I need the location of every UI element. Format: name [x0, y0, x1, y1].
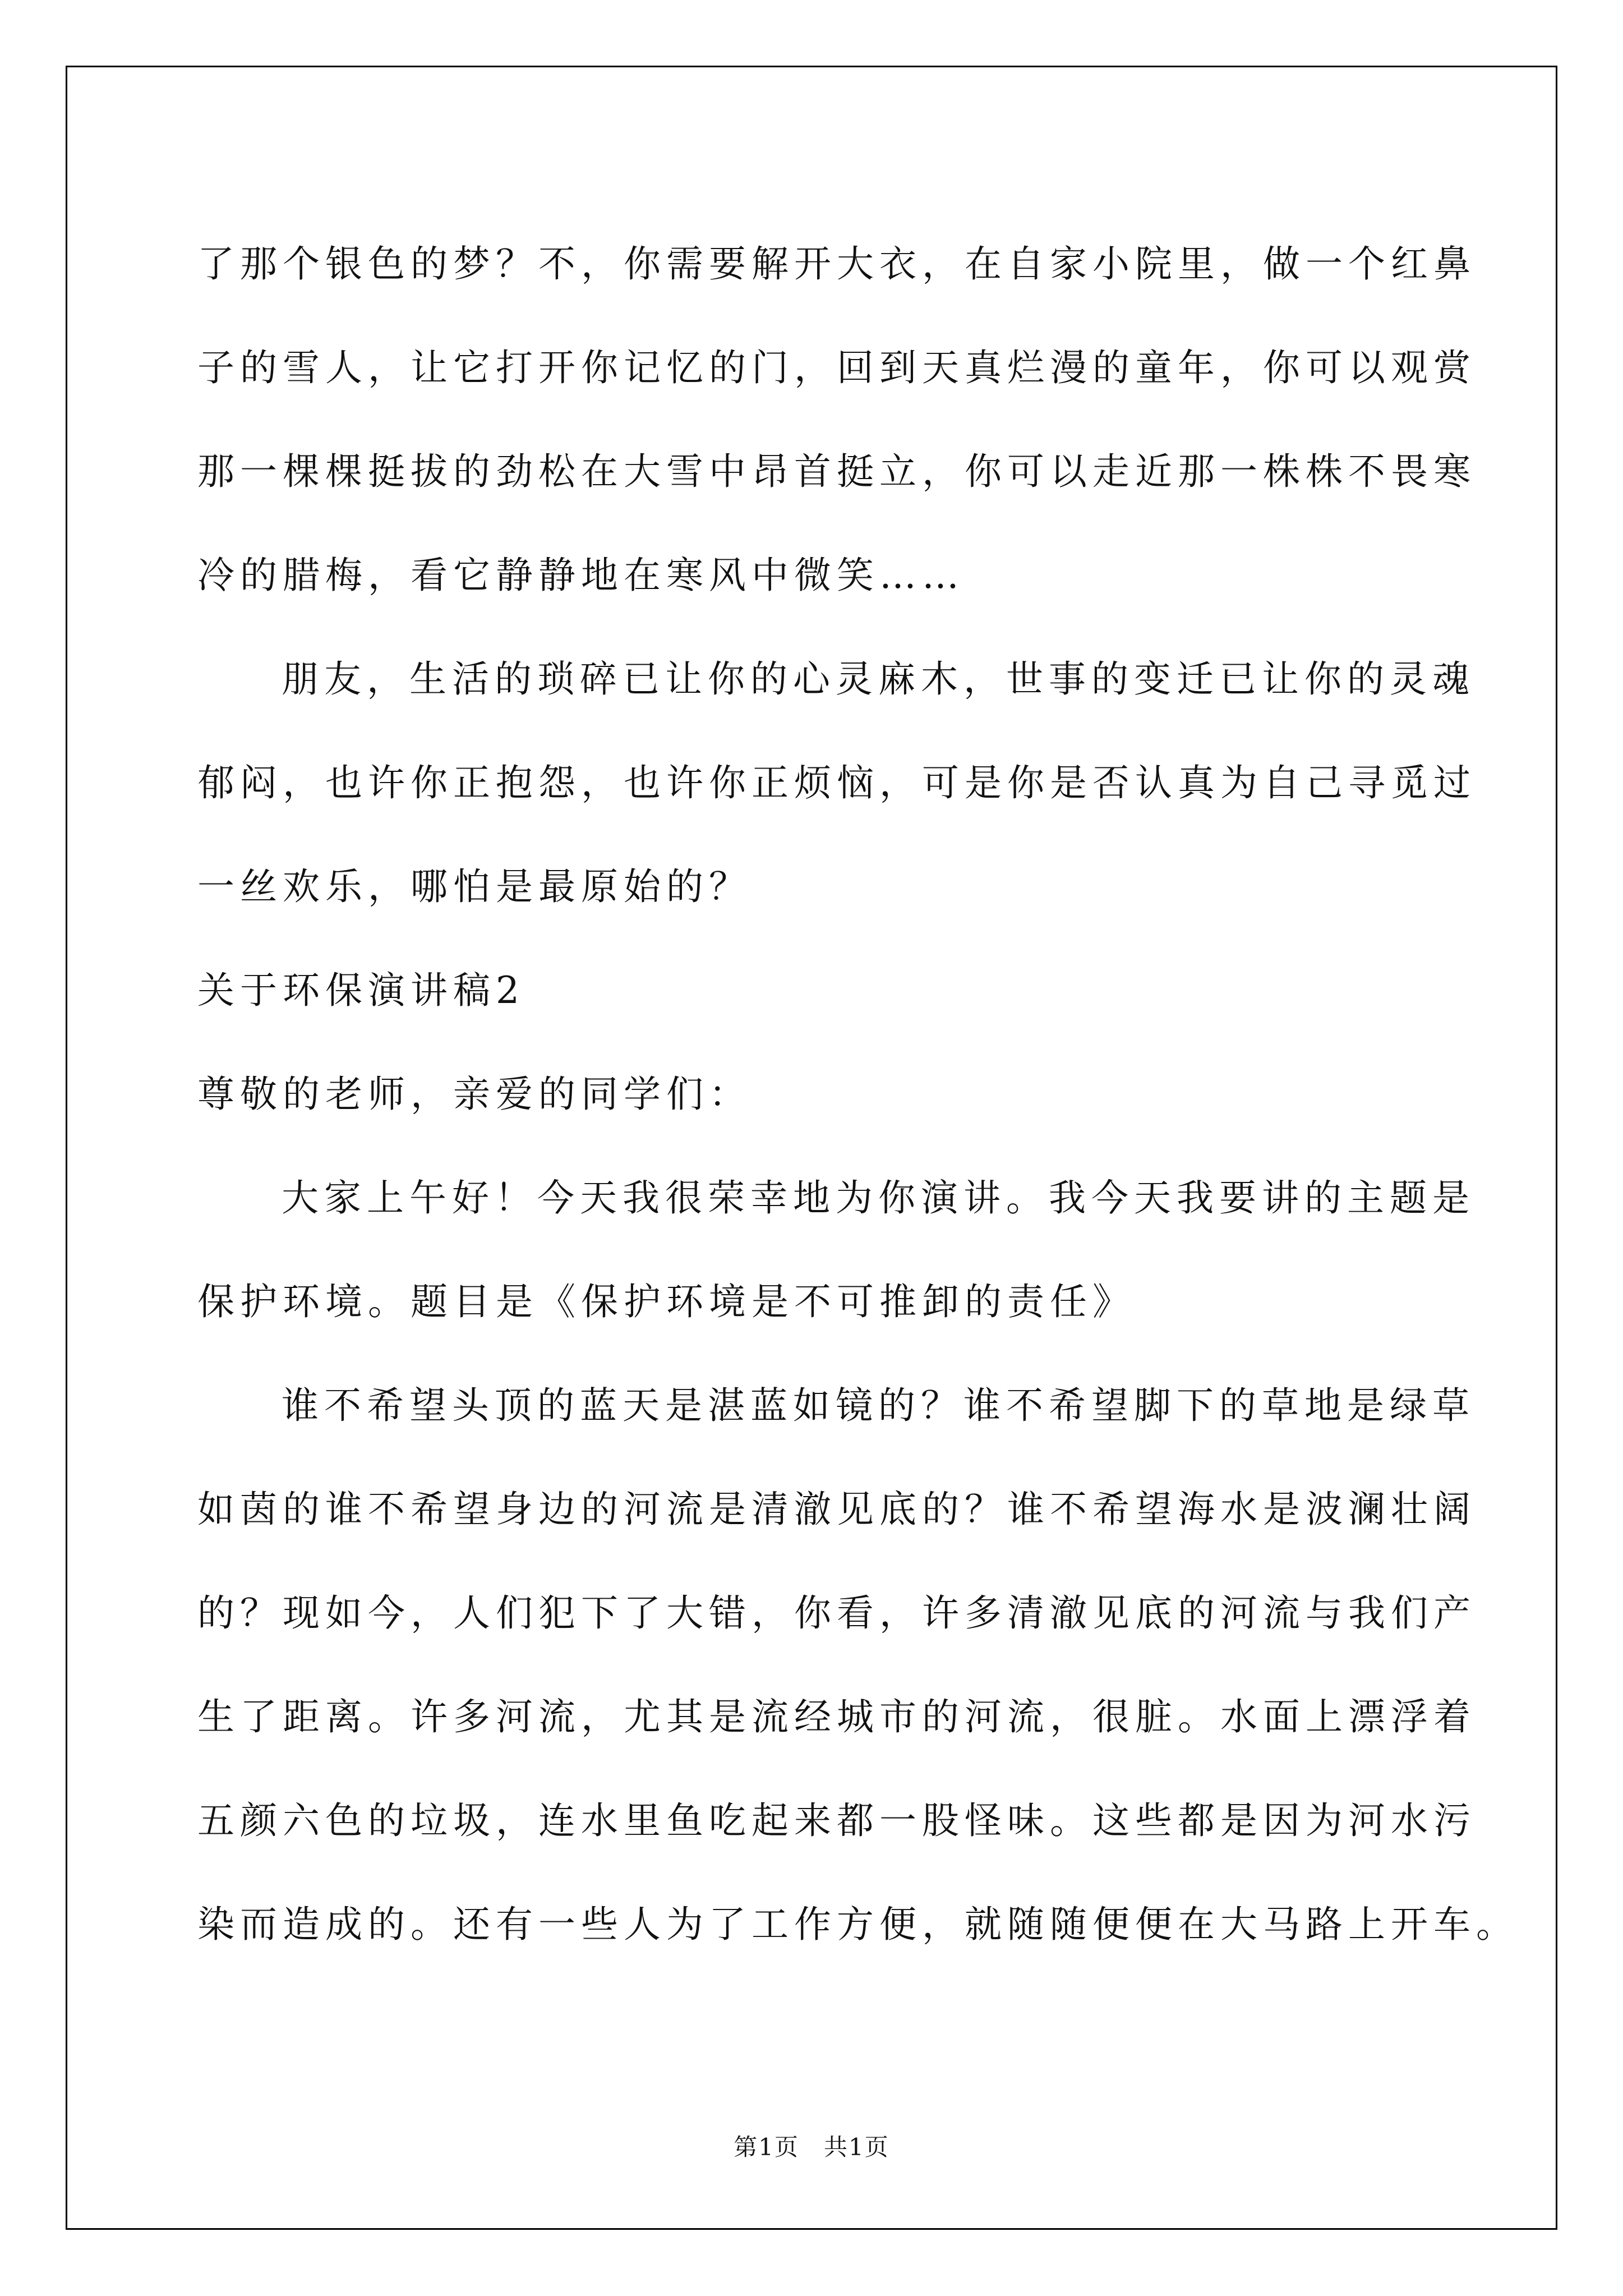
text-line: 如茵的谁不希望身边的河流是清澈见底的？谁不希望海水是波澜壮阔	[197, 1488, 1476, 1531]
text-line: 郁闷，也许你正抱怨，也许你正烦恼，可是你是否认真为自己寻觅过	[197, 761, 1476, 804]
page-footer: 第1页 共1页	[734, 2133, 889, 2161]
text-line: 的？现如今，人们犯下了大错，你看，许多清澈见底的河流与我们产	[197, 1591, 1476, 1635]
text-line: 子的雪人，让它打开你记忆的门，回到天真烂漫的童年，你可以观赏	[197, 346, 1476, 389]
text-line: 保护环境。题目是《保护环境是不可推卸的责任》	[197, 1280, 1135, 1323]
text-line: 染而造成的。还有一些人为了工作方便，就随随便便在大马路上开车。	[197, 1903, 1519, 1946]
document-body	[197, 212, 1519, 1976]
text-line: 了那个银色的梦？不，你需要解开大衣，在自家小院里，做一个红鼻	[197, 242, 1476, 286]
text-line: 五颜六色的垃圾，连水里鱼吃起来都一股怪味。这些都是因为河水污	[197, 1799, 1476, 1842]
text-line: 那一棵棵挺拔的劲松在大雪中昂首挺立，你可以走近那一株株不畏寒	[197, 450, 1476, 493]
text-line: 冷的腊梅，看它静静地在寒风中微笑……	[197, 554, 965, 597]
paragraph-start-line: 大家上午好！今天我很荣幸地为你演讲。我今天我要讲的主题是	[282, 1176, 1475, 1220]
paragraph-start-line: 谁不希望头顶的蓝天是湛蓝如镜的？谁不希望脚下的草地是绿草	[282, 1384, 1475, 1427]
section-title: 关于环保演讲稿2	[197, 969, 525, 1012]
paragraph-start-line: 朋友，生活的琐碎已让你的心灵麻木，世事的变迁已让你的灵魂	[282, 657, 1475, 701]
text-line: 一丝欢乐，哪怕是最原始的？	[197, 865, 751, 908]
text-line: 生了距离。许多河流，尤其是流经城市的河流，很脏。水面上漂浮着	[197, 1695, 1476, 1738]
salutation: 尊敬的老师，亲爱的同学们：	[197, 1073, 751, 1116]
